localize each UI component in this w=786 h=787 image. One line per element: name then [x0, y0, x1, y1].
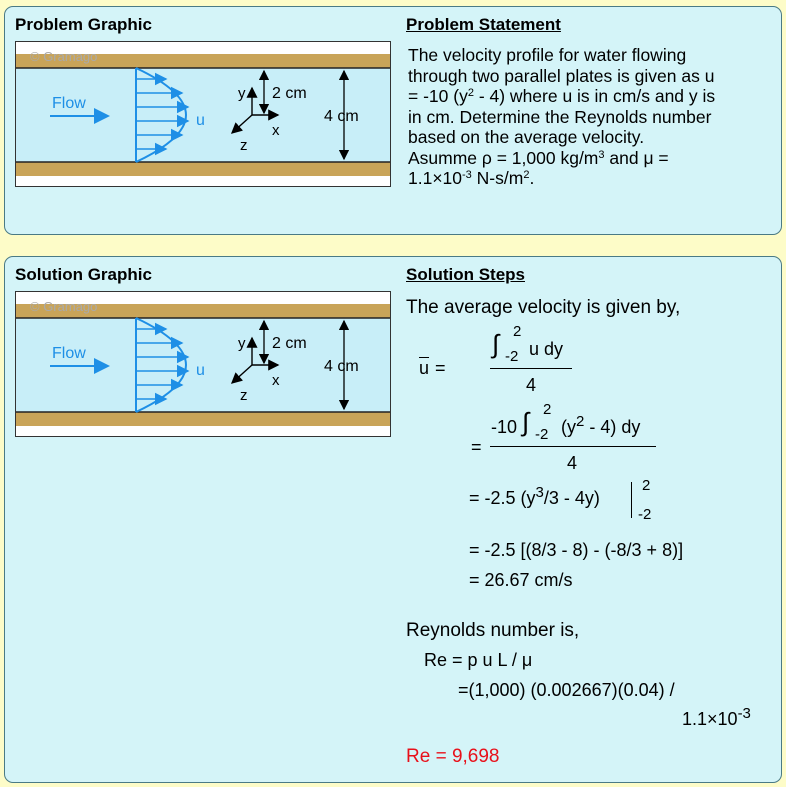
reynolds-result: Re = 9,698	[406, 746, 500, 767]
step5-result: = 26.67 cm/s	[469, 570, 573, 590]
reynolds-denominator: $1.1\times 10^{-3}$	[682, 705, 751, 729]
problem-statement-title: Problem Statement	[406, 15, 561, 34]
equals-sign: =	[471, 437, 482, 457]
full-height-label: 4 cm	[324, 108, 359, 125]
flow-label: Flow	[52, 345, 86, 362]
channel-flow-diagram	[16, 292, 392, 438]
fraction-bar	[490, 368, 572, 369]
step1-numerator: u dy	[529, 339, 564, 359]
integral-sign: ∫	[522, 407, 530, 437]
problem-graphic	[15, 41, 391, 187]
watermark: © Gramago	[30, 49, 98, 64]
integral-upper-limit: 2	[543, 401, 552, 418]
step1-denominator: 4	[526, 375, 537, 395]
steps-intro: The average velocity is given by,	[406, 297, 681, 318]
statement-line: $1.1\times 10^{-3}$ $N-s/m^2$.	[408, 168, 535, 188]
bottom-plate	[16, 162, 390, 176]
step2-coefficient: -10	[491, 417, 518, 437]
x-axis-label: x	[272, 372, 280, 389]
channel-flow-diagram	[16, 42, 392, 188]
u-bar-symbol: $\overline{u}$	[419, 358, 430, 378]
watermark: © Gramago	[30, 299, 98, 314]
reynolds-intro: Reynolds number is,	[406, 620, 580, 641]
evaluation-upper-limit: 2	[642, 477, 651, 494]
half-height-label: 2 cm	[272, 85, 307, 102]
solution-panel	[4, 256, 782, 783]
statement-line: = -10 $(y^2 - 4)$ where u is in cm/s and y is	[408, 86, 716, 106]
integral-lower-limit: -2	[505, 348, 519, 365]
x-axis-label: x	[272, 122, 280, 139]
problem-statement-text	[408, 45, 778, 189]
evaluation-lower-limit: -2	[638, 506, 652, 523]
reynolds-formula: Re = p u L / μ	[424, 650, 533, 670]
solution-graphic-title: Solution Graphic	[15, 265, 152, 284]
integral-sign: ∫	[492, 329, 500, 359]
u-label: u	[196, 112, 205, 129]
fraction-bar	[490, 446, 656, 447]
integral-upper-limit: 2	[513, 323, 522, 340]
solution-graphic	[15, 291, 391, 437]
y-axis-label: y	[238, 335, 246, 352]
statement-line: Asumme ρ = 1,000 $kg/m^3$ and μ =	[408, 147, 669, 168]
half-height-label: 2 cm	[272, 335, 307, 352]
statement-line: in cm. Determine the Reynolds number	[408, 106, 712, 127]
u-label: u	[196, 362, 205, 379]
evaluation-bar	[631, 482, 632, 518]
step2-denominator: 4	[567, 453, 578, 473]
reynolds-substitution: =(1,000) (0.002667)(0.04) /	[458, 680, 675, 700]
flow-label: Flow	[52, 95, 86, 112]
step2-numerator: $(y^2 - 4)$ dy	[561, 413, 641, 437]
problem-graphic-title: Problem Graphic	[15, 15, 152, 34]
z-axis-label: z	[240, 137, 248, 154]
solution-steps-title: Solution Steps	[406, 265, 525, 284]
statement-line: based on the average velocity.	[408, 127, 645, 147]
statement-line: The velocity profile for water flowing	[408, 45, 687, 65]
statement-line: through two parallel plates is given as u	[408, 65, 715, 86]
problem-panel	[4, 6, 782, 235]
step3-expression: = -2.5 $(y^3/3 - 4y)$	[469, 484, 600, 508]
full-height-label: 4 cm	[324, 358, 359, 375]
equals-sign: =	[435, 358, 446, 378]
bottom-plate	[16, 412, 390, 426]
integral-lower-limit: -2	[535, 426, 549, 443]
z-axis-label: z	[240, 387, 248, 404]
y-axis-label: y	[238, 85, 246, 102]
step4-expression: = -2.5 [(8/3 - 8) - (-8/3 + 8)]	[469, 540, 684, 560]
